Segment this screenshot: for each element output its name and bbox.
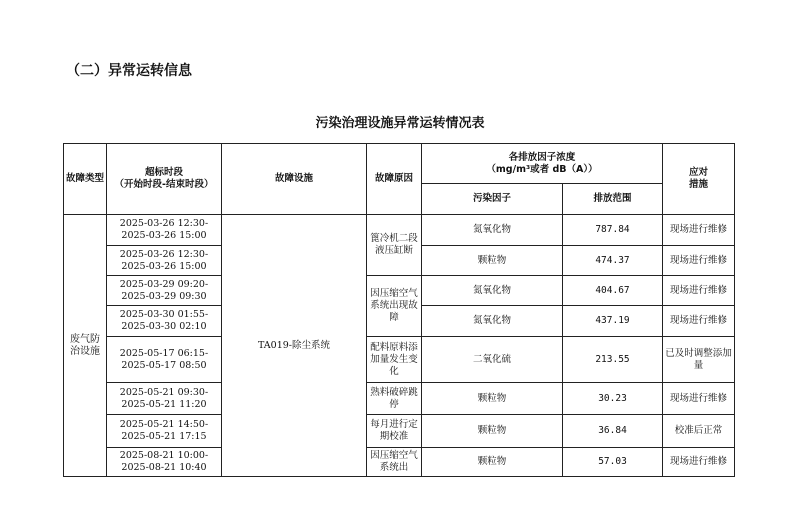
measure-cell: 现场进行维修 (663, 246, 735, 276)
range-cell: 213.55 (563, 337, 663, 383)
pollutant-cell: 氮氧化物 (422, 215, 563, 246)
pollutant-cell: 颗粒物 (422, 415, 563, 448)
table-title: 污染治理设施异常运转情况表 (315, 116, 485, 131)
reason-cell: 每月进行定期校准 (367, 415, 422, 448)
measure-cell: 现场进行维修 (663, 383, 735, 415)
header-facility: 故障设施 (222, 144, 367, 215)
range-cell: 30.23 (563, 383, 663, 415)
period-cell: 2025-03-26 12:30-2025-03-26 15:00 (107, 246, 222, 276)
table-row (64, 337, 735, 383)
table-row (64, 415, 735, 448)
measure-cell: 现场进行维修 (663, 276, 735, 306)
facility-cell: TA019-除尘系统 (222, 215, 367, 477)
pollutant-cell: 颗粒物 (422, 246, 563, 276)
period-cell: 2025-03-30 01:55-2025-03-30 02:10 (107, 306, 222, 337)
header-pollutant: 污染因子 (422, 184, 563, 215)
pollutant-cell: 氮氧化物 (422, 306, 563, 337)
header-range: 排放范围 (563, 184, 663, 215)
range-cell: 57.03 (563, 448, 663, 477)
range-cell: 36.84 (563, 415, 663, 448)
table-row (64, 448, 735, 477)
range-cell: 404.67 (563, 276, 663, 306)
section-heading: （二）异常运转信息 (66, 63, 192, 79)
header-reason: 故障原因 (367, 144, 422, 215)
period-cell: 2025-03-26 12:30-2025-03-26 15:00 (107, 215, 222, 246)
measure-cell: 校准后正常 (663, 415, 735, 448)
pollutant-cell: 颗粒物 (422, 383, 563, 415)
table-row (64, 276, 735, 306)
range-cell: 437.19 (563, 306, 663, 337)
measure-cell: 现场进行维修 (663, 306, 735, 337)
period-cell: 2025-03-29 09:20-2025-03-29 09:30 (107, 276, 222, 306)
header-concentration: 各排放因子浓度 （mg/m³或者 dB（A）） (422, 144, 663, 184)
period-cell: 2025-05-17 06:15-2025-05-17 08:50 (107, 337, 222, 383)
range-cell: 787.84 (563, 215, 663, 246)
pollutant-cell: 氮氧化物 (422, 276, 563, 306)
period-cell: 2025-08-21 10:00-2025-08-21 10:40 (107, 448, 222, 477)
period-cell: 2025-05-21 09:30-2025-05-21 11:20 (107, 383, 222, 415)
header-period: 超标时段 （开始时段-结束时段） (107, 144, 222, 215)
reason-cell: 因压缩空气系统出 (367, 448, 422, 477)
fault-type-cell: 废气防 治设施 (64, 215, 107, 477)
table-row (64, 215, 735, 246)
reason-cell: 因压缩空气系统出现故障 (367, 276, 422, 337)
abnormal-operation-table (63, 143, 735, 477)
reason-cell: 配料原料添加量发生变化 (367, 337, 422, 383)
period-cell: 2025-05-21 14:50-2025-05-21 17:15 (107, 415, 222, 448)
reason-cell: 篦冷机二段液压缸断 (367, 215, 422, 276)
reason-cell: 熟料破碎跳停 (367, 383, 422, 415)
header-fault-type: 故障类型 (64, 144, 107, 215)
pollutant-cell: 颗粒物 (422, 448, 563, 477)
measure-cell: 已及时调整添加量 (663, 337, 735, 383)
range-cell: 474.37 (563, 246, 663, 276)
header-measure: 应对 措施 (663, 144, 735, 215)
table-row (64, 383, 735, 415)
pollutant-cell: 二氧化硫 (422, 337, 563, 383)
measure-cell: 现场进行维修 (663, 448, 735, 477)
measure-cell: 现场进行维修 (663, 215, 735, 246)
